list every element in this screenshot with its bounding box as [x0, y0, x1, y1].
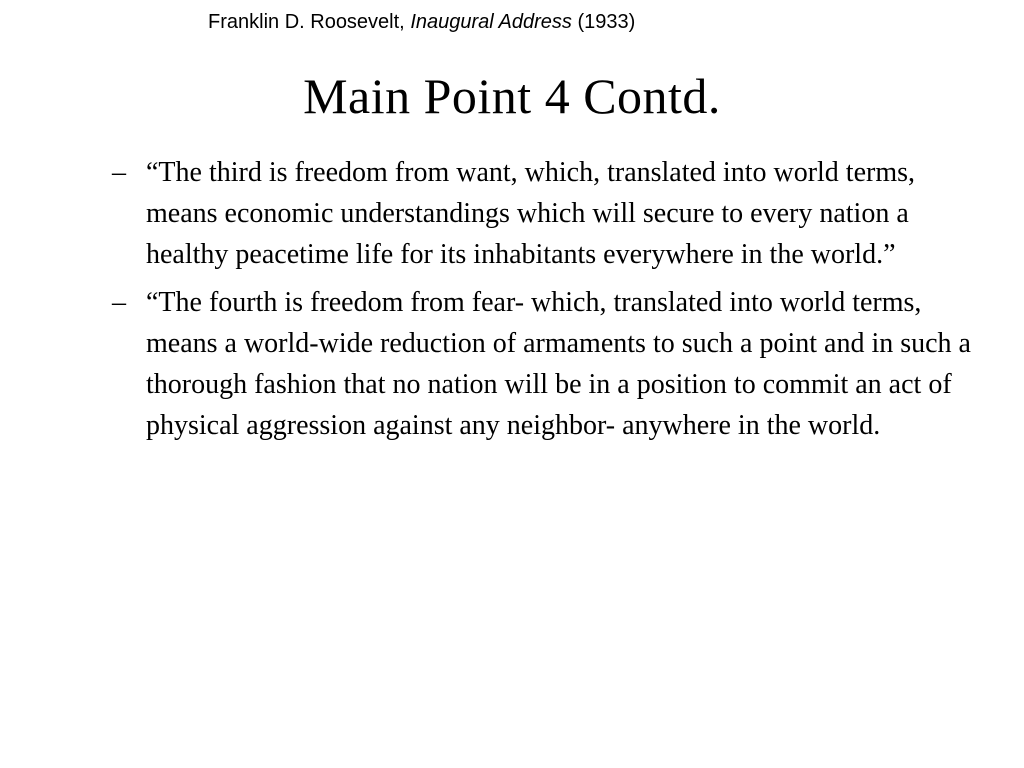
citation-year: (1933) — [577, 11, 636, 33]
slide-title: Main Point 4 Contd. — [303, 68, 721, 124]
bullet-marker: – — [112, 287, 126, 318]
bullet-item-freedom-from-want — [112, 152, 972, 275]
citation-work-title: Inaugural Address — [410, 11, 572, 33]
bullet-list — [112, 152, 972, 453]
bullet-text: “The third is freedom from want, which, translated into world terms, means economic understandings which will secure to every nation a healthy peacetime life for its inhabitants everywhere in the world.” — [146, 157, 916, 270]
bullet-marker: – — [112, 157, 126, 188]
source-citation — [208, 8, 635, 36]
bullet-item-freedom-from-fear — [112, 282, 972, 446]
citation-author: Franklin D. Roosevelt, — [208, 11, 405, 33]
bullet-text: “The fourth is freedom from fear- which, translated into world terms, means a world-wide reduction of armaments to such a point and in such a thorough fashion that no nation will be in a position to commit an act of physical aggression against any neighbor- anywhere in the world. — [146, 287, 971, 441]
